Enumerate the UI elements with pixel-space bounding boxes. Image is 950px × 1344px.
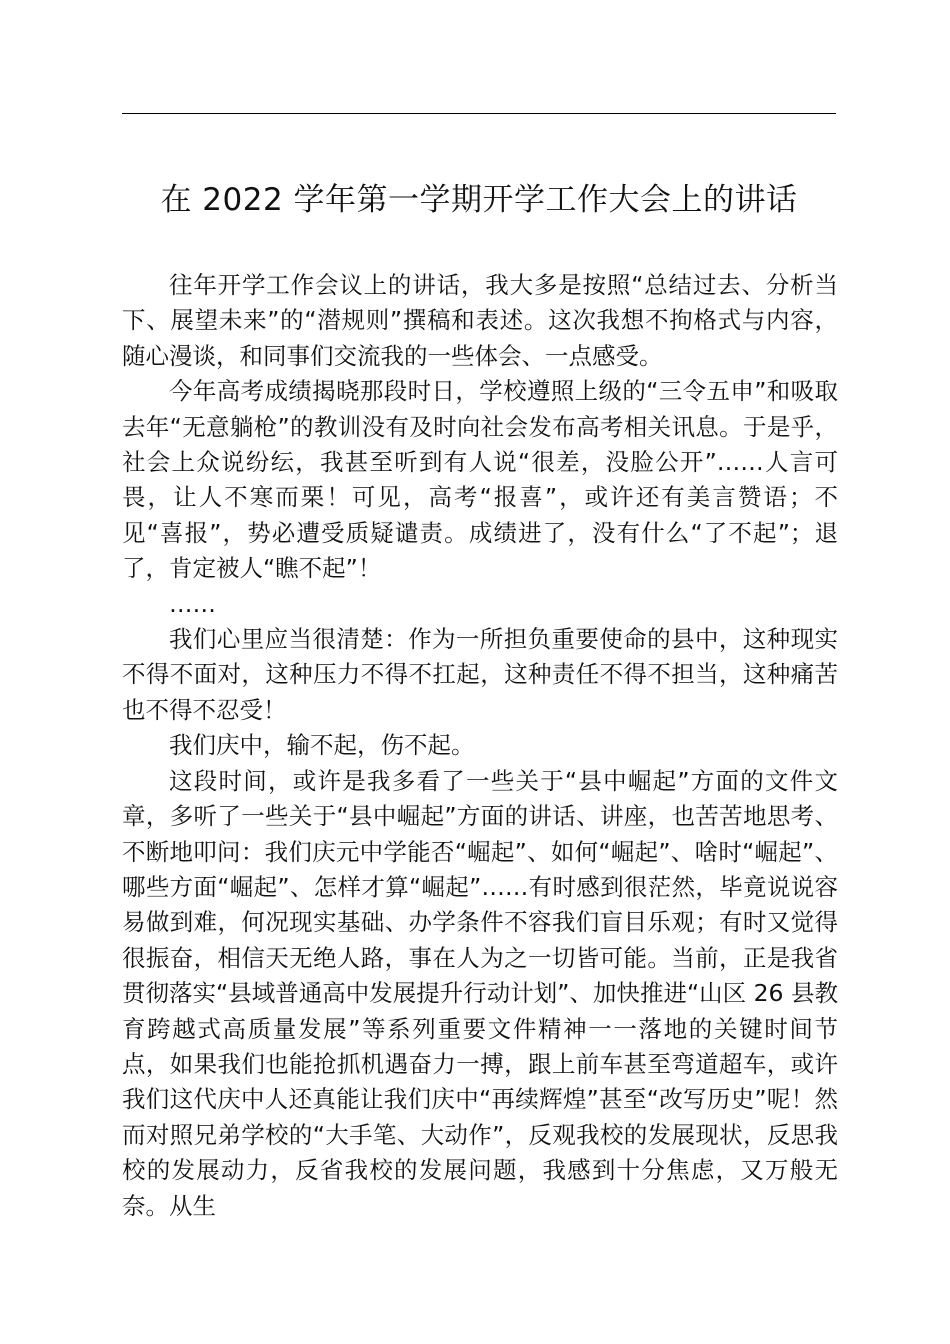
- paragraph: ……: [169, 589, 216, 618]
- paragraph: 往年开学工作会议上的讲话，我大多是按照“总结过去、分析当下、展望未来”的“潜规则”撰稿和表述。这次我想不拘格式与内容，随心漫谈，和同事们交流我的一些体会、一点感受。: [122, 271, 838, 370]
- paragraph: 今年高考成绩揭晓那段时日，学校遵照上级的“三令五申”和吸取去年“无意躺枪”的教训没有及时向社会发布高考相关讯息。于是乎，社会上众说纷纭，我甚至听到有人说“很差，没脸公开”……人言可畏，让人不寒而栗！可见，高考“报喜”，或许还有美言赞语；不见“喜报”，势必遭受质疑谴责。成绩进了，没有什么“了不起”；退了，肯定被人“瞧不起”！: [122, 377, 838, 583]
- paragraph: 我们心里应当很清楚：作为一所担负重要使命的县中，这种现实不得不面对，这种压力不得不扛起，这种责任不得不担当，这种痛苦也不得不忍受！: [122, 625, 838, 724]
- header-rule: [122, 113, 836, 114]
- paragraph: 我们庆中，输不起，伤不起。: [169, 731, 475, 760]
- paragraph: 这段时间，或许是我多看了一些关于“县中崛起”方面的文件文章，多听了一些关于“县中崛起”方面的讲话、讲座，也苦苦地思考、不断地叩问：我们庆元中学能否“崛起”、如何“崛起”、啥时“崛起”、哪些方面“崛起”、怎样才算“崛起”……有时感到很茫然，毕竟说说容易做到难，何况现实基础、办学条件不容我们盲目乐观；有时又觉得很振奋，相信天无绝人路，事在人为之一切皆可能。当前，正是我省贯彻落实“县域普通高中发展提升行动计划”、加快推进“山区 26 县教育跨越式高质量发展”等系列重要文件精神一一落地的关键时间节点，如果我们也能抢抓机遇奋力一搏，跟上前车甚至弯道超车，或许我们这代庆中人还真能让我们庆中“再续辉煌”甚至“改写历史”呢！然而对照兄弟学校的“大手笔、大动作”，反观我校的发展现状，反思我校的发展动力，反省我校的发展问题，我感到十分焦虑，又万般无奈。从生: [122, 766, 838, 1220]
- document-body: [122, 268, 838, 1224]
- document-title: 在 2022 学年第一学期开学工作大会上的讲话: [160, 182, 798, 218]
